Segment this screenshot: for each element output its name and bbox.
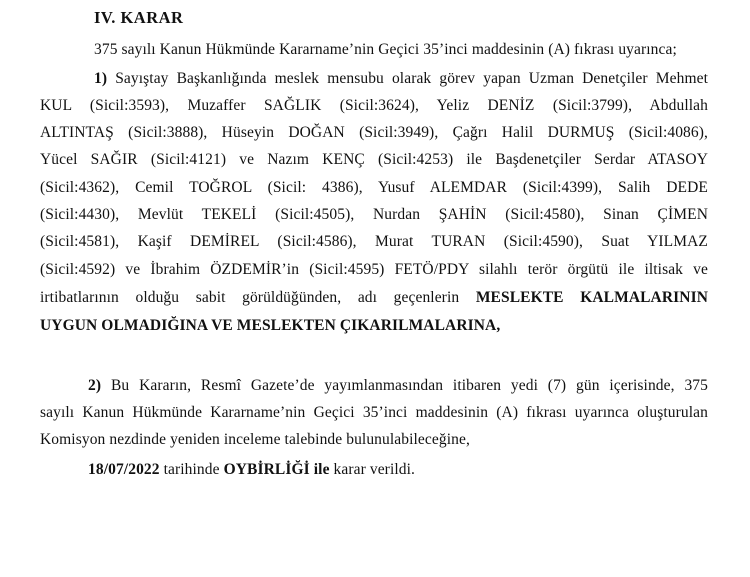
item2-line-2: sayılı Kanun Hükmünde Kararname’nin Geçici 35’inci maddesinin (A) fıkrası uyarınca oluşturulan bbox=[40, 404, 708, 421]
item1-number: 1) bbox=[94, 70, 108, 87]
item1-line-7: (Sicil:4581), Kaşif DEMİREL (Sicil:4586), Murat TURAN (Sicil:4590), Suat YILMAZ bbox=[40, 233, 708, 250]
closing-line: 18/07/2022 tarihinde OYBİRLİĞİ ile karar verildi. bbox=[88, 461, 415, 478]
item1-line-4: Yücel SAĞIR (Sicil:4121) ve Nazım KENÇ (Sicil:4253) ile Başdenetçiler Serdar ATASOY bbox=[40, 151, 708, 168]
item1-bold-phrase-2: UYGUN OLMADIĞINA VE MESLEKTEN ÇIKARILMALARINA, bbox=[40, 317, 501, 334]
item1-line-6: (Sicil:4430), Mevlüt TEKELİ (Sicil:4505), Nurdan ŞAHİN (Sicil:4580), Sinan ÇİMEN bbox=[40, 206, 708, 223]
item1-bold-phrase-1: MESLEKTE KALMALARININ bbox=[475, 289, 708, 306]
item1-line-8: (Sicil:4592) ve İbrahim ÖZDEMİR’in (Sicil:4595) FETÖ/PDY silahlı terör örgütü ile iltisak ve bbox=[40, 261, 708, 278]
item2-line-1: 2) Bu Kararın, Resmî Gazete’de yayımlanmasından itibaren yedi (7) gün içerisinde, 375 bbox=[88, 377, 708, 394]
section-heading: IV. KARAR bbox=[94, 8, 184, 27]
decision-date: 18/07/2022 bbox=[88, 461, 160, 478]
item1-line-5: (Sicil:4362), Cemil TOĞROL (Sicil: 4386), Yusuf ALEMDAR (Sicil:4399), Salih DEDE bbox=[40, 179, 708, 196]
item1-line-9: irtibatlarının olduğu sabit görüldüğünden, adı geçenlerin MESLEKTE KALMALARININ bbox=[40, 289, 708, 306]
item1-line-3: ALTINTAŞ (Sicil:3888), Hüseyin DOĞAN (Sicil:3949), Çağrı Halil DURMUŞ (Sicil:4086), bbox=[40, 124, 708, 141]
intro-paragraph: 375 sayılı Kanun Hükmünde Kararname’nin Geçici 35’inci maddesinin (A) fıkrası uyarınca; bbox=[94, 41, 677, 58]
item2-number: 2) bbox=[88, 377, 102, 394]
unanimous-label: OYBİRLİĞİ bbox=[223, 461, 310, 478]
item2-line-3: Komisyon nezdinde yeniden inceleme talebinde bulunulabileceğine, bbox=[40, 431, 470, 448]
item1-line-2: KUL (Sicil:3593), Muzaffer SAĞLIK (Sicil:3624), Yeliz DENİZ (Sicil:3799), Abdullah bbox=[40, 97, 708, 114]
item1-line-1: 1) Sayıştay Başkanlığında meslek mensubu olarak görev yapan Uzman Denetçiler Mehmet bbox=[94, 70, 708, 87]
